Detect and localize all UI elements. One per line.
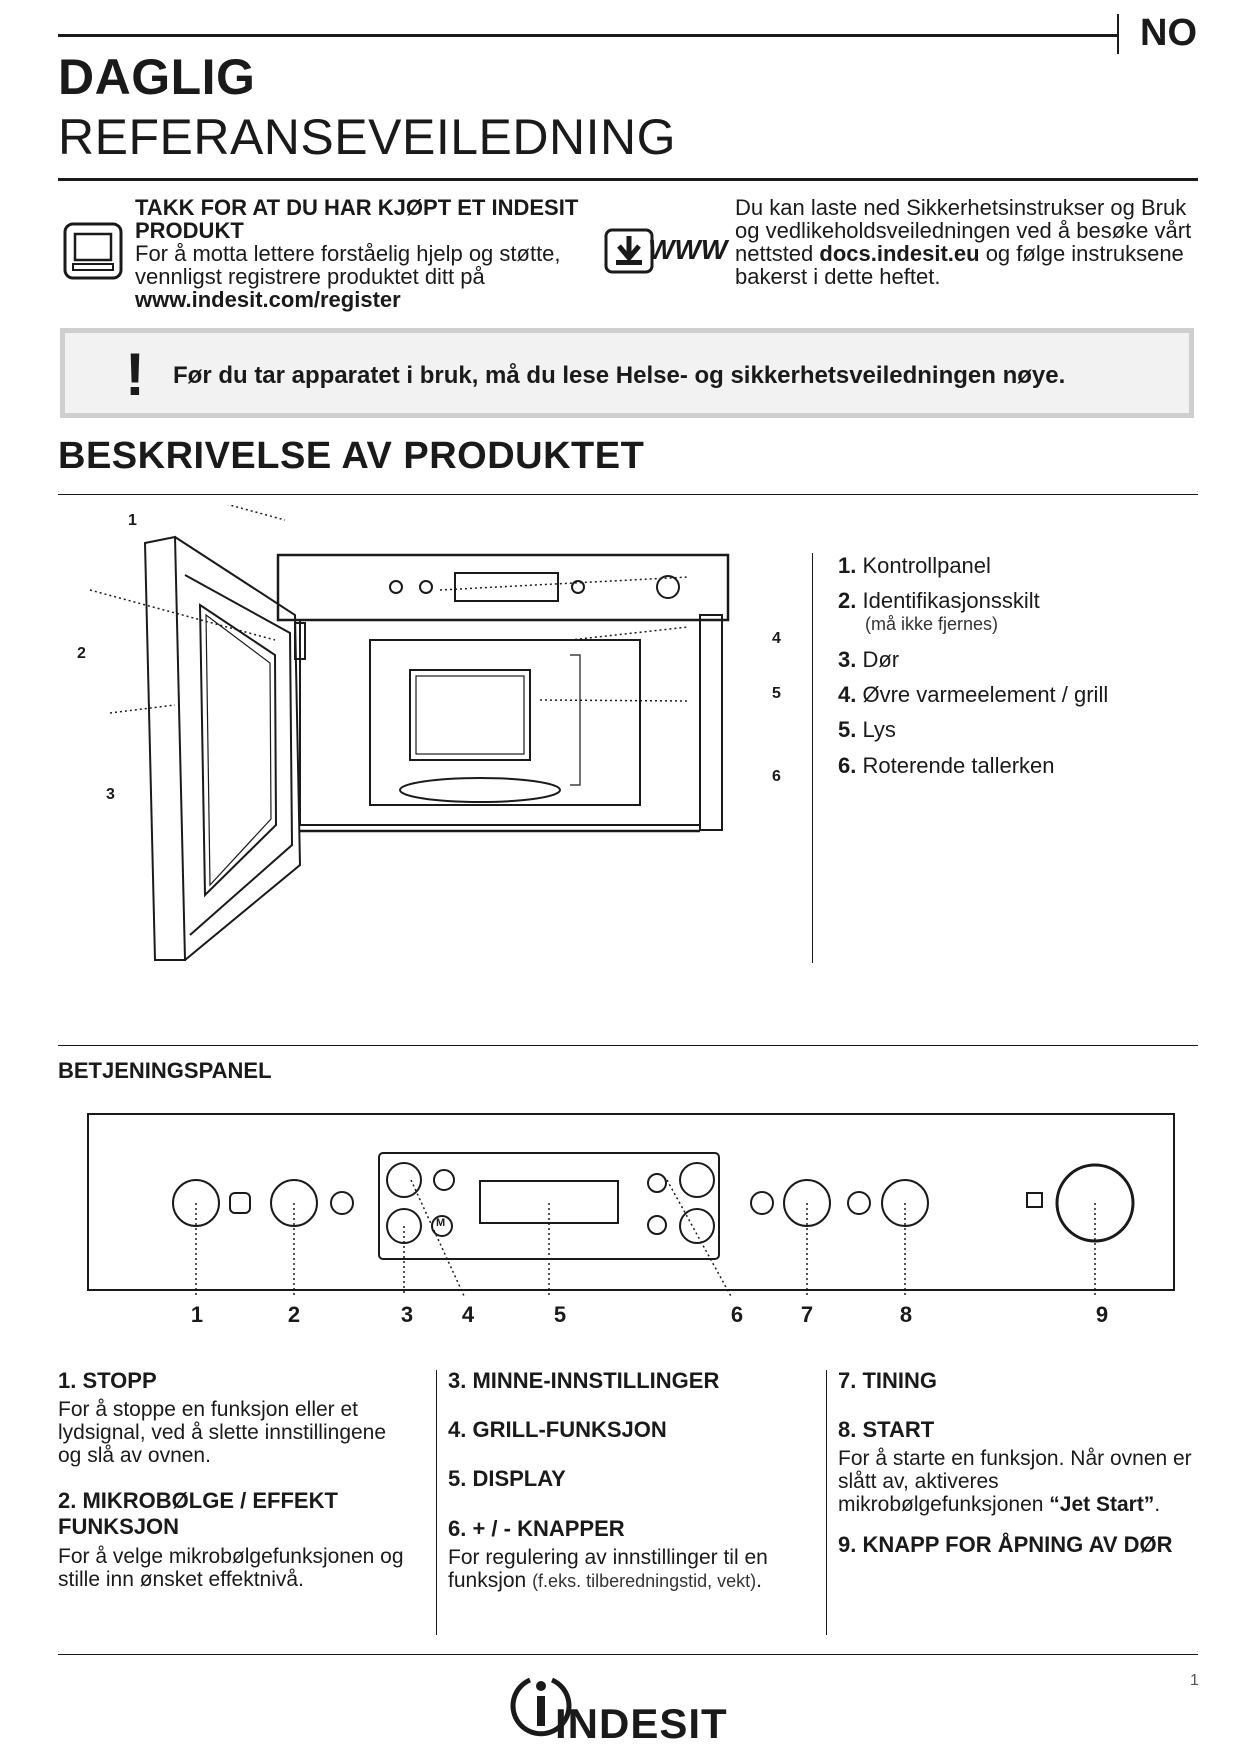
exclamation-icon: !: [125, 341, 145, 408]
panel-num-3: 3: [400, 1302, 414, 1327]
header-rule: [58, 34, 1118, 37]
register-url[interactable]: www.indesit.com/register: [135, 287, 401, 312]
register-block: [135, 196, 605, 311]
item-6-note: (f.eks. tilberedningstid, vekt): [532, 1571, 757, 1591]
item-6-text-block: [448, 1546, 818, 1593]
item-8-tail: .: [1154, 1493, 1161, 1516]
legend-item-4: 4. Øvre varmeelement / grill: [838, 682, 1109, 707]
brand-name: INDESIT: [555, 1700, 728, 1747]
page-title-line2: REFERANSEVEILEDNING: [58, 109, 676, 165]
download-text-b: og følge instruksene bakerst i dette heftet.: [735, 241, 1184, 289]
www-label: WWW: [648, 234, 728, 265]
warning-text: Før du tar apparatet i bruk, må du lese Helse- og sikkerhetsveiledningen nøye.: [173, 362, 1066, 389]
panel-num-2: 2: [287, 1302, 301, 1327]
item-8-quote: “Jet Start”: [1049, 1493, 1155, 1516]
item-4-title: 4. GRILL-FUNKSJON: [448, 1417, 667, 1442]
col-divider-2: [826, 1370, 827, 1635]
display-screen: [480, 1181, 618, 1223]
panel-rule: [58, 1045, 1198, 1046]
item-8-title: 8. START: [838, 1417, 935, 1442]
title-rule: [58, 178, 1198, 181]
memory-button: [387, 1163, 421, 1197]
download-block: [735, 196, 1195, 288]
panel-num-1: 1: [190, 1302, 204, 1327]
item-5-title: 5. DISPLAY: [448, 1466, 566, 1491]
diagram-callout-5: 5: [772, 685, 781, 702]
panel-num-6: 6: [730, 1302, 744, 1327]
footer-rule: [58, 1654, 1198, 1655]
panel-heading: BETJENINGSPANEL: [58, 1058, 272, 1083]
panel-num-4: 4: [461, 1302, 475, 1327]
item-2-title: 2. MIKROBØLGE / EFFEKT FUNKSJON: [58, 1488, 338, 1539]
diagram-callout-6: 6: [772, 768, 781, 785]
computer-icon: [63, 222, 123, 280]
item-9-title: 9. KNAPP FOR ÅPNING AV DØR: [838, 1532, 1173, 1557]
panel-num-8: 8: [899, 1302, 913, 1327]
header-tick: [1117, 14, 1119, 54]
item-6-text: For regulering av innstillinger til en funksjon: [448, 1546, 768, 1592]
legend-item-6: 6. Roterende tallerken: [838, 753, 1055, 778]
register-heading: TAKK FOR AT DU HAR KJØPT ET INDESIT PRODUKT: [135, 195, 579, 243]
register-text: For å motta lettere forståelig hjelp og støtte, vennligst registrere produktet ditt på: [135, 241, 561, 289]
item-7-title: 7. TINING: [838, 1368, 938, 1393]
memory-m-label: M: [436, 1217, 446, 1229]
product-rule: [58, 494, 1198, 495]
item-6-tail: .: [756, 1569, 763, 1592]
legend-item-2: 2. Identifikasjonsskilt: [838, 588, 1040, 613]
diagram-callout-2: 2: [77, 645, 86, 662]
diagram-callout-4: 4: [772, 630, 781, 647]
microwave-diagram: [60, 505, 790, 965]
legend-divider: [812, 553, 813, 963]
item-6-title: 6. + / - KNAPPER: [448, 1516, 625, 1541]
panel-num-9: 9: [1095, 1302, 1109, 1327]
item-2-text: For å velge mikrobølgefunksjonen og stille inn ønsket effektnivå.: [58, 1545, 404, 1591]
diagram-callout-1: 1: [128, 512, 137, 529]
page-number: 1: [1190, 1672, 1199, 1689]
product-heading: BESKRIVELSE AV PRODUKTET: [58, 435, 645, 477]
item-3-title: 3. MINNE-INNSTILLINGER: [448, 1368, 720, 1393]
minus-button: [680, 1209, 714, 1243]
download-url[interactable]: docs.indesit.eu: [819, 241, 980, 266]
legend-item-3: 3. Dør: [838, 647, 900, 672]
item-1-text: For å stoppe en funksjon eller et lydsignal, ved å slette innstillingene og slå av ovnen.: [58, 1398, 387, 1467]
legend-item-5: 5. Lys: [838, 717, 896, 742]
download-text-a: Du kan laste ned Sikkerhetsinstrukser og Bruk og vedlikeholdsveiledningen ved å besøke vårt nettsted: [735, 195, 1192, 266]
diagram-callout-3: 3: [106, 786, 115, 803]
panel-num-7: 7: [800, 1302, 814, 1327]
item-8-text: For å starte en funksjon. Når ovnen er slått av, aktiveres mikrobølgefunksjonen: [838, 1447, 1192, 1516]
control-panel-diagram: [87, 1113, 1177, 1296]
legend-item-1: 1. Kontrollpanel: [838, 553, 991, 578]
col-divider-1: [436, 1370, 437, 1635]
plus-button: [680, 1163, 714, 1197]
legend-item-2-note: (må ikke fjernes): [865, 614, 999, 634]
panel-num-5: 5: [553, 1302, 567, 1327]
language-code: NO: [1140, 12, 1197, 54]
item-8-text-block: [838, 1447, 1198, 1516]
download-icon: [604, 228, 654, 274]
item-1-title: 1. STOPP: [58, 1368, 157, 1393]
page-title-line1: DAGLIG: [58, 49, 256, 105]
